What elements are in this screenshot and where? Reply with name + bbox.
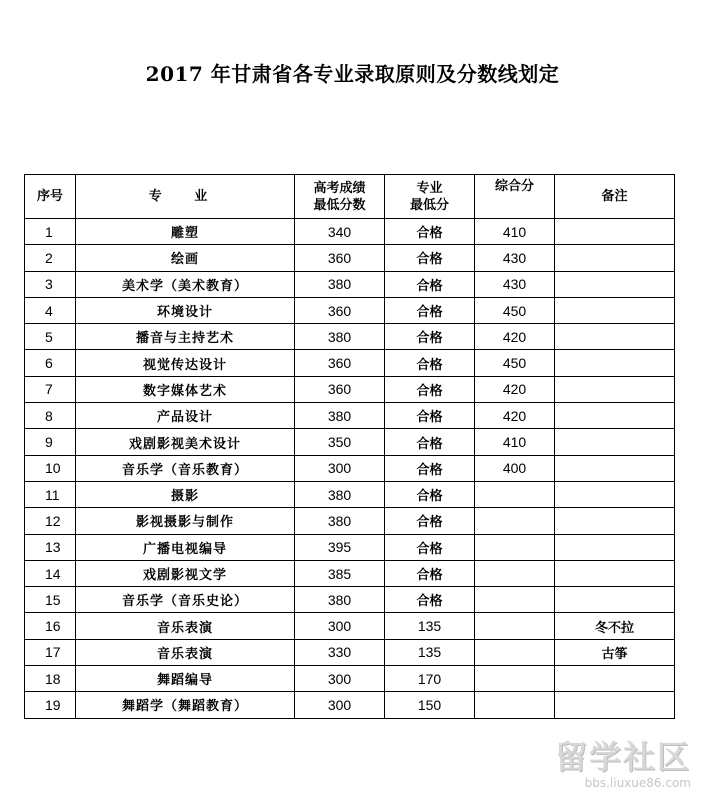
table-row <box>25 534 675 560</box>
cell-composite <box>475 481 555 507</box>
cell-major: 雕塑 <box>76 219 295 245</box>
watermark <box>555 732 691 790</box>
cell-gaokao-min: 360 <box>295 297 385 323</box>
cell-remark <box>555 324 675 350</box>
cell-gaokao-min: 380 <box>295 587 385 613</box>
cell-major-min: 合格 <box>385 403 475 429</box>
cell-gaokao-min: 360 <box>295 350 385 376</box>
cell-gaokao-min: 380 <box>295 324 385 350</box>
cell-composite <box>475 560 555 586</box>
cell-gaokao-min: 380 <box>295 508 385 534</box>
cell-major-min: 合格 <box>385 297 475 323</box>
cell-composite: 420 <box>475 403 555 429</box>
admission-score-table <box>24 174 675 719</box>
cell-major-min: 合格 <box>385 587 475 613</box>
header-composite: 综合分 <box>475 175 555 219</box>
cell-index: 2 <box>25 245 76 271</box>
cell-remark <box>555 692 675 718</box>
cell-composite: 430 <box>475 271 555 297</box>
cell-major-min: 合格 <box>385 324 475 350</box>
table-row <box>25 587 675 613</box>
cell-composite: 420 <box>475 324 555 350</box>
cell-index: 1 <box>25 219 76 245</box>
watermark-logo-text: 留学社区 <box>554 738 691 776</box>
cell-index: 12 <box>25 508 76 534</box>
cell-remark <box>555 508 675 534</box>
cell-composite <box>475 666 555 692</box>
table-row <box>25 666 675 692</box>
cell-composite <box>475 639 555 665</box>
cell-gaokao-min: 380 <box>295 403 385 429</box>
cell-index: 15 <box>25 587 76 613</box>
header-index: 序号 <box>25 175 76 219</box>
table-row <box>25 376 675 402</box>
cell-major-min: 合格 <box>385 376 475 402</box>
cell-composite: 410 <box>475 219 555 245</box>
cell-index: 4 <box>25 297 76 323</box>
cell-gaokao-min: 360 <box>295 245 385 271</box>
cell-remark <box>555 219 675 245</box>
cell-remark <box>555 297 675 323</box>
cell-remark <box>555 403 675 429</box>
table-row <box>25 639 675 665</box>
cell-major-min: 合格 <box>385 219 475 245</box>
cell-remark <box>555 271 675 297</box>
cell-index: 11 <box>25 481 76 507</box>
table-row <box>25 455 675 481</box>
cell-index: 6 <box>25 350 76 376</box>
header-major-min-line2: 最低分 <box>409 197 449 213</box>
cell-index: 17 <box>25 639 76 665</box>
header-major-min <box>385 175 475 219</box>
cell-gaokao-min: 300 <box>295 666 385 692</box>
cell-composite <box>475 508 555 534</box>
cell-index: 16 <box>25 613 76 639</box>
cell-major: 音乐学（音乐教育） <box>76 455 295 481</box>
cell-index: 8 <box>25 403 76 429</box>
table-row <box>25 350 675 376</box>
cell-index: 10 <box>25 455 76 481</box>
table-row <box>25 429 675 455</box>
cell-composite <box>475 613 555 639</box>
cell-index: 13 <box>25 534 76 560</box>
cell-remark <box>555 481 675 507</box>
table-row <box>25 324 675 350</box>
header-remark: 备注 <box>555 175 675 219</box>
header-major-min-line1: 专业 <box>416 180 443 196</box>
cell-remark <box>555 666 675 692</box>
cell-gaokao-min: 300 <box>295 613 385 639</box>
cell-major: 音乐学（音乐史论） <box>76 587 295 613</box>
cell-major: 摄影 <box>76 481 295 507</box>
cell-remark: 冬不拉 <box>555 613 675 639</box>
cell-composite: 430 <box>475 245 555 271</box>
table-row <box>25 508 675 534</box>
cell-major-min: 150 <box>385 692 475 718</box>
cell-composite: 400 <box>475 455 555 481</box>
header-gaokao-line2: 最低分数 <box>313 197 366 213</box>
cell-index: 18 <box>25 666 76 692</box>
cell-major-min: 合格 <box>385 271 475 297</box>
cell-gaokao-min: 300 <box>295 455 385 481</box>
cell-major: 音乐表演 <box>76 613 295 639</box>
cell-gaokao-min: 380 <box>295 481 385 507</box>
cell-gaokao-min: 300 <box>295 692 385 718</box>
cell-major: 数字媒体艺术 <box>76 376 295 402</box>
cell-major: 美术学（美术教育） <box>76 271 295 297</box>
table-row <box>25 403 675 429</box>
cell-major-min: 合格 <box>385 245 475 271</box>
cell-gaokao-min: 360 <box>295 376 385 402</box>
cell-index: 5 <box>25 324 76 350</box>
cell-index: 3 <box>25 271 76 297</box>
cell-index: 7 <box>25 376 76 402</box>
cell-composite <box>475 692 555 718</box>
cell-gaokao-min: 395 <box>295 534 385 560</box>
cell-major: 绘画 <box>76 245 295 271</box>
cell-remark <box>555 429 675 455</box>
cell-major-min: 合格 <box>385 350 475 376</box>
cell-major: 播音与主持艺术 <box>76 324 295 350</box>
cell-composite <box>475 534 555 560</box>
table-row <box>25 297 675 323</box>
cell-remark <box>555 560 675 586</box>
header-gaokao-min <box>295 175 385 219</box>
cell-remark <box>555 455 675 481</box>
watermark-url: bbs.liuxue86.com <box>584 776 691 790</box>
table-row <box>25 560 675 586</box>
cell-major-min: 135 <box>385 613 475 639</box>
cell-remark <box>555 245 675 271</box>
cell-composite: 450 <box>475 350 555 376</box>
cell-index: 19 <box>25 692 76 718</box>
cell-gaokao-min: 380 <box>295 271 385 297</box>
cell-composite: 410 <box>475 429 555 455</box>
header-major: 专 业 <box>76 175 295 219</box>
cell-major: 音乐表演 <box>76 639 295 665</box>
table-row <box>25 245 675 271</box>
cell-major: 戏剧影视美术设计 <box>76 429 295 455</box>
cell-major-min: 合格 <box>385 534 475 560</box>
cell-major-min: 135 <box>385 639 475 665</box>
document-title: 2017 年甘肃省各专业录取原则及分数线划定 <box>145 62 560 86</box>
cell-major: 戏剧影视文学 <box>76 560 295 586</box>
cell-major: 舞蹈学（舞蹈教育） <box>76 692 295 718</box>
table-row <box>25 613 675 639</box>
cell-remark <box>555 376 675 402</box>
table-header-row <box>25 175 675 219</box>
cell-major: 广播电视编导 <box>76 534 295 560</box>
cell-major: 视觉传达设计 <box>76 350 295 376</box>
table-row <box>25 271 675 297</box>
cell-major-min: 合格 <box>385 429 475 455</box>
cell-remark: 古筝 <box>555 639 675 665</box>
cell-major: 环境设计 <box>76 297 295 323</box>
table-row <box>25 219 675 245</box>
table-body <box>25 219 675 719</box>
header-gaokao-line1: 高考成绩 <box>313 180 366 196</box>
cell-remark <box>555 534 675 560</box>
cell-index: 14 <box>25 560 76 586</box>
cell-major: 舞蹈编导 <box>76 666 295 692</box>
cell-gaokao-min: 350 <box>295 429 385 455</box>
cell-composite <box>475 587 555 613</box>
cell-composite: 420 <box>475 376 555 402</box>
cell-gaokao-min: 330 <box>295 639 385 665</box>
cell-major-min: 170 <box>385 666 475 692</box>
cell-major-min: 合格 <box>385 455 475 481</box>
cell-major: 影视摄影与制作 <box>76 508 295 534</box>
cell-gaokao-min: 385 <box>295 560 385 586</box>
table-row <box>25 481 675 507</box>
table-row <box>25 692 675 718</box>
cell-major: 产品设计 <box>76 403 295 429</box>
cell-major-min: 合格 <box>385 481 475 507</box>
cell-gaokao-min: 340 <box>295 219 385 245</box>
cell-major-min: 合格 <box>385 560 475 586</box>
cell-index: 9 <box>25 429 76 455</box>
cell-major-min: 合格 <box>385 508 475 534</box>
cell-remark <box>555 350 675 376</box>
cell-remark <box>555 587 675 613</box>
cell-composite: 450 <box>475 297 555 323</box>
